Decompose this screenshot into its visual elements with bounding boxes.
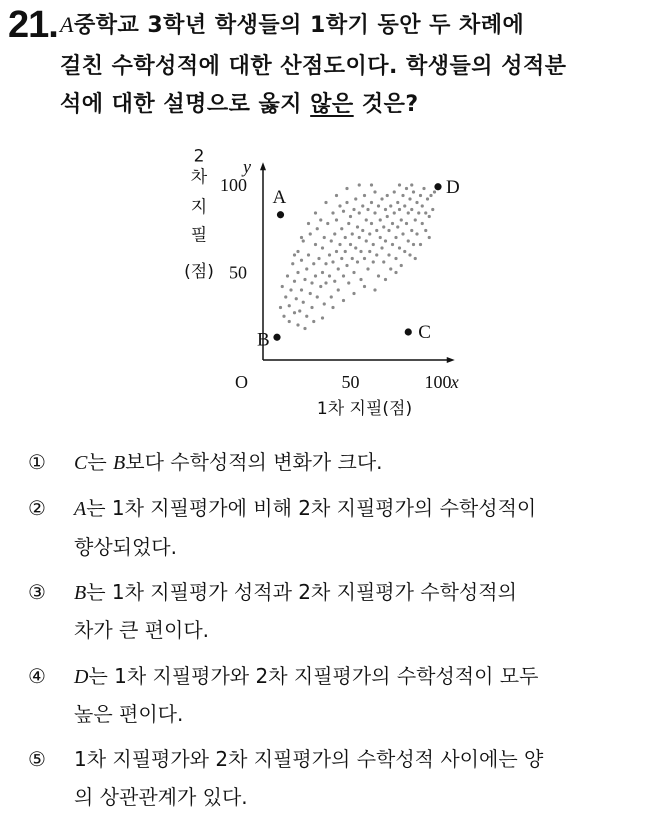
option-4-var: D <box>74 666 89 688</box>
scatter-point <box>377 274 380 277</box>
scatter-point <box>373 288 376 291</box>
scatter-point <box>421 222 424 225</box>
scatter-point <box>328 253 331 256</box>
axis-labels <box>184 147 459 420</box>
scatter-point <box>365 239 368 242</box>
option-2-marker: ② <box>28 496 46 520</box>
scatter-point <box>424 211 427 214</box>
scatter-point <box>412 243 415 246</box>
underlined-word: 않은 <box>310 92 354 117</box>
y-axis-title-part: 지 <box>190 197 208 218</box>
option-1-var2: B <box>113 452 126 474</box>
scatter-point <box>319 285 322 288</box>
point-label-a: A <box>272 186 287 208</box>
scatter-point <box>398 246 401 249</box>
scatter-point <box>382 225 385 228</box>
scatter-point <box>293 253 296 256</box>
scatter-point <box>323 302 326 305</box>
scatter-point <box>414 257 417 260</box>
scatter-point <box>279 306 282 309</box>
option-1-text2: 보다 수학성적의 변화가 크다. <box>125 450 383 474</box>
scatter-point <box>429 194 432 197</box>
scatter-point <box>384 208 387 211</box>
scatter-point <box>303 278 306 281</box>
scatter-point <box>394 271 397 274</box>
scatter-point <box>398 208 401 211</box>
scatter-point <box>358 236 361 239</box>
scatter-point <box>321 271 324 274</box>
scatter-point <box>403 204 406 207</box>
scatter-point <box>316 227 319 230</box>
scatter-point <box>393 211 396 214</box>
scatter-point <box>372 260 375 263</box>
option-2-var: A <box>74 498 87 520</box>
scatter-point <box>352 271 355 274</box>
scatter-point <box>295 297 298 300</box>
scatter-point <box>393 190 396 193</box>
school-variable: A <box>60 12 74 37</box>
x-axis-title: 1차 지필(점) <box>316 399 413 419</box>
scatter-point <box>379 236 382 239</box>
scatter-point <box>366 267 369 270</box>
y-axis-title-part: (점) <box>184 262 214 282</box>
point-b <box>273 334 280 341</box>
scatter-point <box>354 246 357 249</box>
point-label-b: B <box>257 329 270 351</box>
question-number: 21. <box>8 4 58 46</box>
scatter-point <box>340 257 343 260</box>
scatter-point <box>319 218 322 221</box>
scatter-point <box>398 183 401 186</box>
scatter-point <box>431 208 434 211</box>
scatter-point <box>317 257 320 260</box>
question-line-1-text: 중학교 3학년 학생들의 1학기 동안 두 차례에 <box>73 13 525 38</box>
scatter-point <box>363 285 366 288</box>
scatter-point <box>300 259 303 262</box>
option-1-var: C <box>74 452 88 474</box>
scatter-point <box>342 274 345 277</box>
scatter-point <box>310 306 313 309</box>
scatter-point <box>330 295 333 298</box>
scatter-point <box>305 267 308 270</box>
scatter-point <box>288 320 291 323</box>
option-2-continued: 향상되었다. <box>74 535 177 559</box>
scatter-point <box>335 218 338 221</box>
y-tick-label: 100 <box>220 175 247 195</box>
scatter-point <box>419 243 422 246</box>
scatter-point <box>387 229 390 232</box>
scatter-point <box>286 274 289 277</box>
scatter-point <box>312 320 315 323</box>
scatter-point <box>337 288 340 291</box>
option-3-text: 는 1차 지필평가 성적과 2차 지필평가 수학성적의 <box>86 580 517 604</box>
point-label-d: D <box>446 176 460 198</box>
scatter-point <box>426 197 429 200</box>
scatter-point <box>380 197 383 200</box>
scatter-point <box>335 250 338 253</box>
scatter-point <box>335 194 338 197</box>
y-axis-variable: y <box>243 156 251 177</box>
scatter-point <box>324 262 327 265</box>
scatter-point <box>293 280 296 283</box>
scatter-point <box>375 253 378 256</box>
scatter-point <box>384 239 387 242</box>
scatter-point <box>363 257 366 260</box>
scatter-point <box>401 194 404 197</box>
scatter-point <box>303 327 306 330</box>
scatter-point <box>408 253 411 256</box>
scatter-point <box>337 267 340 270</box>
option-2-text: 는 1차 지필평가에 비해 2차 지필평가의 수학성적이 <box>86 496 537 520</box>
scatter-point <box>342 210 345 213</box>
scatter-point <box>302 239 305 242</box>
scatter-point <box>345 201 348 204</box>
option-1-text: 는 <box>87 450 114 474</box>
scatter-point <box>333 232 336 235</box>
scatter-point <box>356 260 359 263</box>
scatter-point <box>428 236 431 239</box>
scatter-point <box>417 211 420 214</box>
scatter-point <box>412 190 415 193</box>
scatter-point <box>358 183 361 186</box>
scatter-point <box>296 323 299 326</box>
scatter-point <box>331 260 334 263</box>
option-4-continued: 높은 편이다. <box>74 702 184 726</box>
option-3[interactable] <box>28 577 517 608</box>
scatter-point <box>391 243 394 246</box>
scatter-point <box>302 301 305 304</box>
option-4-text: 는 1차 지필평가와 2차 지필평가의 수학성적이 모두 <box>88 664 539 688</box>
scatter-point <box>391 222 394 225</box>
scatter-point <box>333 280 336 283</box>
scatter-point <box>293 311 296 314</box>
labeled-points <box>257 177 460 351</box>
scatter-point <box>300 236 303 239</box>
scatter-point <box>314 243 317 246</box>
point-d <box>434 183 441 190</box>
scatter-point <box>396 225 399 228</box>
scatter-point <box>370 222 373 225</box>
scatter-point <box>321 246 324 249</box>
scatter-point <box>396 201 399 204</box>
scatter-point <box>415 201 418 204</box>
scatter-point <box>312 262 315 265</box>
scatter-point <box>310 281 313 284</box>
scatter-point <box>408 197 411 200</box>
option-2[interactable] <box>28 493 536 524</box>
scatter-point <box>365 218 368 221</box>
scatter-point <box>345 187 348 190</box>
scatter-point <box>281 285 284 288</box>
scatter-point <box>394 257 397 260</box>
option-5-continued: 의 상관관계가 있다. <box>74 785 248 809</box>
scatter-point <box>331 211 334 214</box>
scatter-point <box>288 304 291 307</box>
scatter-point <box>386 194 389 197</box>
y-axis-arrow <box>260 162 266 170</box>
scatter-point <box>307 222 310 225</box>
scatter-point <box>421 204 424 207</box>
scatter-point <box>375 229 378 232</box>
scatter-point <box>354 197 357 200</box>
scatter-point <box>328 274 331 277</box>
point-c <box>405 328 412 335</box>
scatter-point <box>347 222 350 225</box>
question-line-3-before: 석에 대한 설명으로 옳지 <box>60 92 311 117</box>
scatter-point <box>351 257 354 260</box>
scatter-point <box>410 229 413 232</box>
scatter-point <box>382 260 385 263</box>
scatter-point <box>424 229 427 232</box>
scatter-point <box>370 201 373 204</box>
x-axis-arrow <box>447 357 455 363</box>
scatter-point-cloud <box>279 183 436 330</box>
scatter-point <box>400 264 403 267</box>
scatter-point <box>373 211 376 214</box>
scatter-point <box>316 295 319 298</box>
option-3-marker: ③ <box>28 580 46 604</box>
option-1-marker: ① <box>28 450 46 474</box>
scatter-point <box>433 190 436 193</box>
y-tick-label: 50 <box>229 262 247 283</box>
point-a <box>277 211 284 218</box>
scatter-point <box>366 208 369 211</box>
scatter-point <box>410 183 413 186</box>
scatter-point <box>400 218 403 221</box>
scatter-point <box>359 250 362 253</box>
x-axis-variable: x <box>450 372 459 392</box>
scatter-point <box>300 288 303 291</box>
scatter-point <box>361 204 364 207</box>
scatter-point <box>314 274 317 277</box>
scatter-point <box>296 271 299 274</box>
option-3-var: B <box>74 582 87 604</box>
scatter-point <box>422 187 425 190</box>
scatter-point <box>347 281 350 284</box>
scatter-point <box>372 243 375 246</box>
scatter-point <box>389 267 392 270</box>
scatter-point <box>307 253 310 256</box>
scatter-point <box>370 183 373 186</box>
y-axis-title-part: 차 <box>190 167 208 188</box>
x-tick-label: 50 <box>341 372 360 392</box>
scatter-point <box>344 250 347 253</box>
question-line-2: 걸친 수학성적에 대한 산점도이다. 학생들의 성적분 <box>60 54 567 79</box>
scatter-point <box>324 281 327 284</box>
option-5[interactable] <box>28 744 543 774</box>
option-4[interactable] <box>28 661 538 692</box>
scatter-point <box>291 262 294 265</box>
scatter-point <box>394 236 397 239</box>
scatter-point <box>351 232 354 235</box>
scatter-point <box>414 218 417 221</box>
scatter-point <box>401 232 404 235</box>
question-line-3-after: 것은? <box>353 92 419 117</box>
scatter-point <box>428 215 431 218</box>
scatter-point <box>309 232 312 235</box>
option-5-text: 1차 지필평가와 2차 지필평가의 수학성적 사이에는 양 <box>74 747 544 771</box>
option-3-continued: 차가 큰 편이다. <box>74 618 209 642</box>
scatter-point <box>284 295 287 298</box>
scatter-point <box>384 278 387 281</box>
scatter-point <box>368 232 371 235</box>
scatter-point <box>338 204 341 207</box>
scatter-point <box>386 215 389 218</box>
origin-label: O <box>235 372 248 392</box>
scatter-point <box>379 218 382 221</box>
scatter-point <box>349 243 352 246</box>
scatter-point <box>331 306 334 309</box>
scatter-point <box>345 264 348 267</box>
scatter-point <box>309 292 312 295</box>
scatter-point <box>356 225 359 228</box>
scatter-point <box>352 292 355 295</box>
scatter-point <box>415 232 418 235</box>
option-1[interactable] <box>28 447 383 478</box>
scatter-point <box>377 204 380 207</box>
scatter-point <box>324 201 327 204</box>
scatter-point <box>326 222 329 225</box>
scatter-point <box>363 194 366 197</box>
scatter-point <box>387 253 390 256</box>
scatter-point <box>340 227 343 230</box>
x-tick-label: 100 <box>424 372 452 392</box>
scatter-point <box>314 211 317 214</box>
scatter-point <box>380 246 383 249</box>
scatter-point <box>373 190 376 193</box>
scatter-point <box>405 187 408 190</box>
scatter-point <box>405 222 408 225</box>
scatter-point <box>358 211 361 214</box>
scatter-point <box>410 208 413 211</box>
scatter-point <box>419 194 422 197</box>
scatter-point <box>403 250 406 253</box>
scatter-point <box>289 288 292 291</box>
scatter-point <box>323 236 326 239</box>
scatter-point <box>298 309 301 312</box>
scatter-point <box>349 215 352 218</box>
scatter-point <box>342 299 345 302</box>
option-4-marker: ④ <box>28 664 46 688</box>
scatter-point <box>368 250 371 253</box>
y-axis-title-part: 2 <box>193 146 205 167</box>
scatter-point <box>330 239 333 242</box>
scatter-point <box>338 243 341 246</box>
scatter-point <box>344 236 347 239</box>
point-label-c: C <box>418 322 431 343</box>
scatter-point <box>389 204 392 207</box>
y-axis-title-part: 필 <box>190 225 208 246</box>
scatter-point <box>305 315 308 318</box>
scatter-point <box>296 250 299 253</box>
scatter-point <box>361 229 364 232</box>
scatter-point <box>407 239 410 242</box>
scatter-point <box>359 278 362 281</box>
scatter-point <box>321 316 324 319</box>
scatter-point <box>282 315 285 318</box>
scatter-point <box>407 211 410 214</box>
scatter-point <box>352 208 355 211</box>
option-5-marker: ⑤ <box>28 747 46 771</box>
